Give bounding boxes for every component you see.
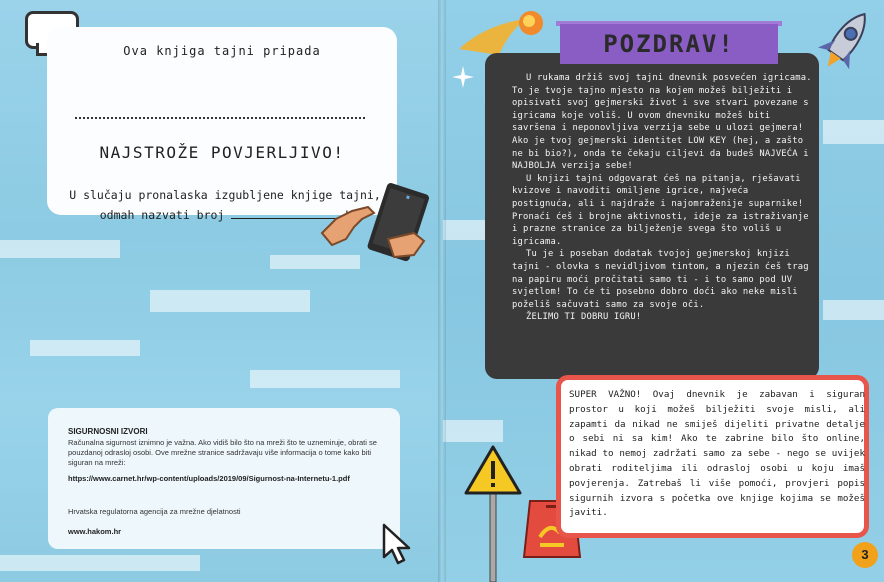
lost-notice-prefix: odmah nazvati broj xyxy=(99,208,232,222)
owner-title: Ova knjiga tajni pripada xyxy=(123,44,321,58)
sparkle-icon xyxy=(452,66,474,88)
intro-text xyxy=(512,72,812,324)
cloud xyxy=(150,290,310,312)
important-notice-text: SUPER VAŽNO! Ovaj dnevnik je zabavan i siguran prostor u koji možeš bilježiti svoje misli, ali zapamti da nikad ne smiješ dijeliti privatne detalje o sebi ni sa kim! Ako te zabrine bilo što online, nikad to nemoj zadržati samo za sebe - nego se uvijek obrati roditeljima ili odrasloj osobi u koju imaš povjerenja. Zatrebaš li više pomoći, provjeri popis sigurnih izvora s početka ove knjige kojima se možeš javiti. xyxy=(569,389,865,519)
confidential-heading: NAJSTROŽE POVJERLJIVO! xyxy=(99,143,345,162)
rocket-icon xyxy=(812,6,878,78)
cloud xyxy=(443,420,503,442)
hakom-link[interactable]: www.hakom.hr xyxy=(68,527,122,536)
cursor-icon xyxy=(382,523,412,565)
cloud xyxy=(823,120,884,144)
intro-paragraph: Tu je i poseban dodatak tvojoj gejmerskoj knjizi tajni - olovka s nevidljivom tintom, a njezin ćeš trag na papiru moći pročitati samo ti - i to samo pod UV svjetlom! To će ti posebno dobro doći ako neke misli poželiš sačuvati samo za svoje oči. xyxy=(512,249,809,310)
greeting-banner xyxy=(560,24,778,64)
intro-paragraph: U knjizi tajni odgovarat ćeš na pitanja, rješavati kvizove i navoditi omiljene igrice, najveća postignuća, ali i najdraže i najomraženije suparnike! Pronaći ćeš i brojne aktivnosti, ideje za istraživanje i prazne stranice za bilježenje svega što voliš u igricama. xyxy=(512,173,809,247)
cloud xyxy=(823,300,884,320)
book-gutter xyxy=(438,0,446,582)
hand-phone-icon xyxy=(318,183,430,265)
security-sources-card xyxy=(48,408,400,549)
security-text: Računalna sigurnost iznimno je važna. Ako vidiš bilo što na mreži što te uznemiruje, obrati se pouzdanoj odrasloj osobi. Ove mrežne stranice sadržavaju više informacija o tome kako biti siguran na mreži: xyxy=(68,438,377,467)
greeting-title: POZDRAV! xyxy=(603,30,735,58)
cloud xyxy=(250,370,400,388)
warning-sign-icon xyxy=(462,443,524,582)
lost-notice-line1: U slučaju pronalaska izgubljene knjige tajni, xyxy=(69,188,381,202)
cloud xyxy=(0,555,200,571)
security-heading: SIGURNOSNI IZVORI xyxy=(68,427,148,436)
page-number-badge: 3 xyxy=(852,542,878,568)
carnet-link[interactable]: https://www.carnet.hr/wp-content/uploads/2019/09/Sigurnost-na-Internetu-1.pdf xyxy=(68,474,350,483)
cloud xyxy=(30,340,140,356)
intro-closing: ŽELIMO TI DOBRU IGRU! xyxy=(526,312,642,323)
agency-name: Hrvatska regulatorna agencija za mrežne djelatnosti xyxy=(68,507,241,516)
owner-name-line[interactable] xyxy=(75,117,365,119)
cloud xyxy=(0,240,120,258)
important-notice-card xyxy=(556,375,869,538)
intro-paragraph: U rukama držiš svoj tajni dnevnik posvećen igricama. To je tvoje tajno mjesto na kojem možeš bilježiti i opisivati svoj gejmerski život i sve stvari povezane s igricama koje voliš. U ovom dnevniku možeš biti savršena i neponovljiva verzija sebe u ulozi gejmera! Ako je tvoj gejmerski identitet LOW KEY (hej, a zašto ne bi bio?), onda te čekaju ciljevi da budeš NAJVEĆA i NAJBOLJA verzija sebe! xyxy=(512,73,812,172)
